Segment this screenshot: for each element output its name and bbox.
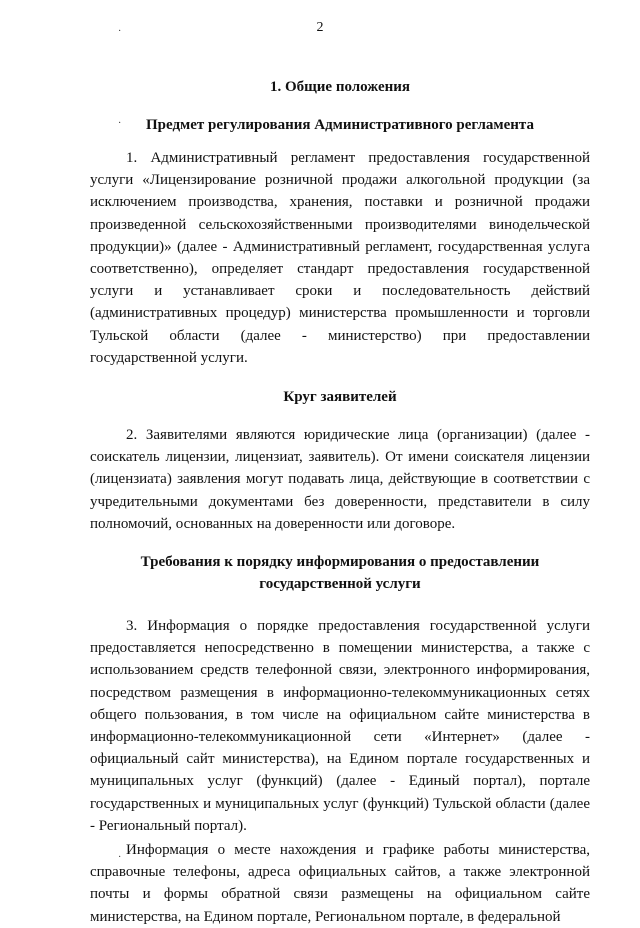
section-title: 1. Общие положения (269, 79, 411, 95)
subsection-title: Круг заявителей (283, 389, 397, 406)
paragraph: Информация о месте нахождения и графике работы министерства, справочные телефоны, адреса официальных сайтов, а также электронной почты и формы обратной связи размещены на официальном сайте министерства, на Едином портале, Региональном портале, в федеральной (90, 842, 590, 925)
page-number: 2 (316, 20, 324, 35)
scan-speck: · (118, 118, 122, 129)
scan-speck: · (118, 852, 122, 863)
subsection-title: Требования к порядку информирования о предоставлении государственной услуги (140, 554, 540, 593)
subsection-title: Предмет регулирования Административного регламента (146, 117, 534, 133)
paragraph: 3. Информация о порядке предоставления государственной услуги предоставляется непосредственно в помещении министерства, а также с использованием средств телефонной связи, электронного информирования, посредством размещения в информационно-телекоммуникационных сетях общего пользования, в том числе на официальном сайте министерства в информационно-телекоммуникационной сети «Интернет» (далее - официальный сайт министерства), на Едином портале государственных и муниципальных услуг (функций) (далее - Единый портал), портале государственных и муниципальных услуг (функций) Тульской области (далее - Региональный портал). (90, 618, 590, 834)
document-body (90, 72, 590, 928)
scan-speck: · (118, 26, 122, 37)
paragraph: 2. Заявителями являются юридические лица (организации) (далее - соискатель лицензии, лицензиат, заявитель). От имени соискателя лицензии (лицензиата) заявления могут подавать лица, действующие в соответствии с учредительными документами без доверенности, представители в силу полномочий, основанных на доверенности или договоре. (90, 427, 590, 532)
paragraph: 1. Административный регламент предоставления государственной услуги «Лицензирование розничной продажи алкогольной продукции (за исключением производства, хранения, поставки и розничной продажи произведенной сельскохозяйственными производителями винодельческой продукции)» (далее - Административный регламент, государственная услуга соответственно), определяет стандарт предоставления государственной услуги и устанавливает сроки и последовательность действий (административных процедур) министерства промышленности и торговли Тульской области (далее - министерство) при предоставлении государственной услуги. (90, 150, 590, 366)
